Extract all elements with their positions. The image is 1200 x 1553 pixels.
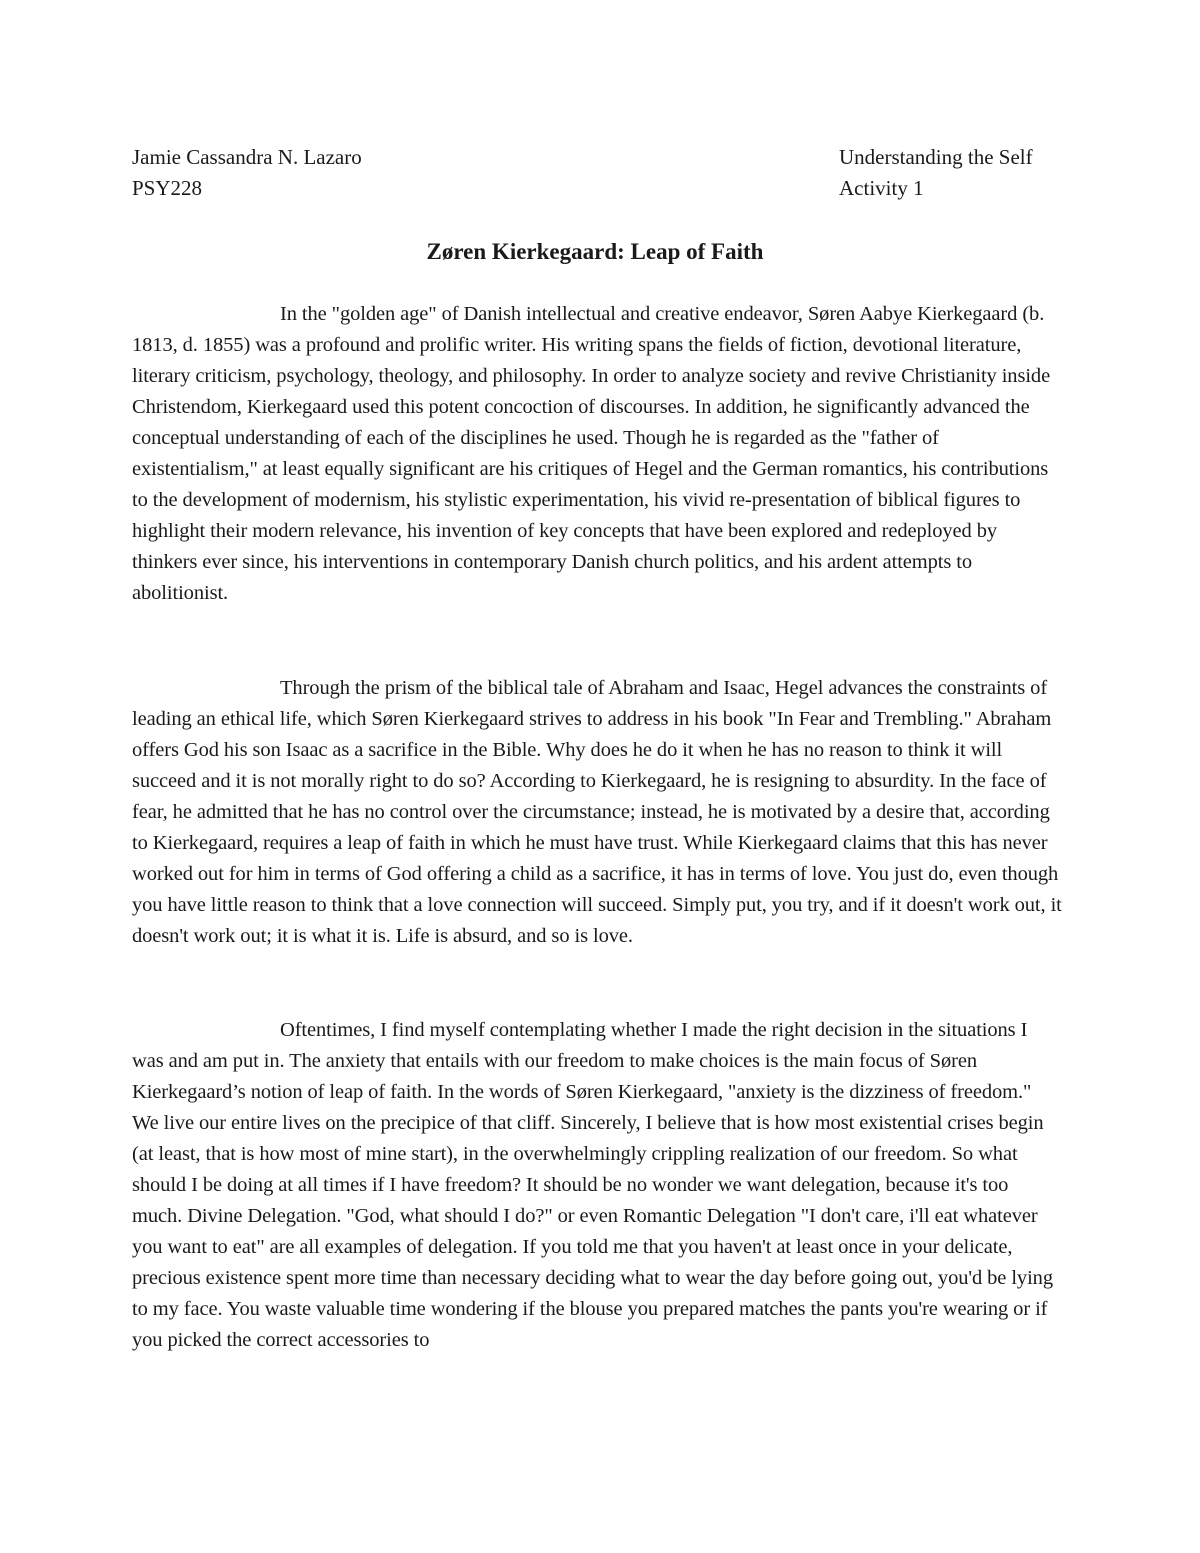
paragraph-3: Oftentimes, I find myself contemplating whether I made the right decision in the situations I was and am put in. The anxiety that entails with our freedom to make choices is the main focus of Søren Kierkegaard’s notion of leap of faith. In the words of Søren Kierkegaard, "anxiety is the dizziness of freedom." We live our entire lives on the precipice of that cliff. Sincerely, I believe that is how most existential crises begin (at least, that is how most of mine start), in the overwhelmingly crippling realization of our freedom. So what should I be doing at all times if I have freedom? It should be no wonder we want delegation, because it's too much. Divine Delegation. "God, what should I do?" or even Romantic Delegation "I don't care, i'll eat whatever you want to eat" are all examples of delegation. If you told me that you haven't at least once in your delicate, precious existence spent more time than necessary deciding what to wear the day before going out, you'd be lying to my face. You waste valuable time wondering if the blouse you prepared matches the pants you're wearing or if you picked the correct accessories to [132,1019,1053,1351]
activity-label: Activity 1 [839,176,924,200]
course-code: PSY228 [132,176,203,200]
paragraph-2: Through the prism of the biblical tale of Abraham and Isaac, Hegel advances the constraints of leading an ethical life, which Søren Kierkegaard strives to address in his book "In Fear and Trembling." Abraham offers God his son Isaac as a sacrifice in the Bible. Why does he do it when he has no reason to think it will succeed and it is not morally right to do so? According to Kierkegaard, he is resigning to absurdity. In the face of fear, he admitted that he has no control over the circumstance; instead, he is motivated by a desire that, according to Kierkegaard, requires a leap of faith in which he must have trust. While Kierkegaard claims that this has never worked out for him in terms of God offering a child as a sacrifice, it has in terms of love. You just do, even though you have little reason to think that a love connection will succeed. Simply put, you try, and if it doesn't work out, it doesn't work out; it is what it is. Life is absurd, and so is love. [132,677,1062,947]
paragraph-1: In the "golden age" of Danish intellectual and creative endeavor, Søren Aabye Kierkegaard (b. 1813, d. 1855) was a profound and prolific writer. His writing spans the fields of fiction, devotional literature, literary criticism, psychology, theology, and philosophy. In order to analyze society and revive Christianity inside Christendom, Kierkegaard used this potent concoction of discourses. In addition, he significantly advanced the conceptual understanding of each of the disciplines he used. Though he is regarded as the "father of existentialism," at least equally significant are his critiques of Hegel and the German romantics, his contributions to the development of modernism, his stylistic experimentation, his vivid re-presentation of biblical figures to highlight their modern relevance, his invention of key concepts that have been explored and redeployed by thinkers ever since, his interventions in contemporary Danish church politics, and his ardent attempts to abolitionist. [132,303,1051,604]
author-name: Jamie Cassandra N. Lazaro [132,145,362,169]
header-row-2 [132,173,1057,204]
header-row-1 [132,142,1057,173]
course-title: Understanding the Self [839,145,1033,169]
document-title: Zøren Kierkegaard: Leap of Faith [426,239,764,264]
